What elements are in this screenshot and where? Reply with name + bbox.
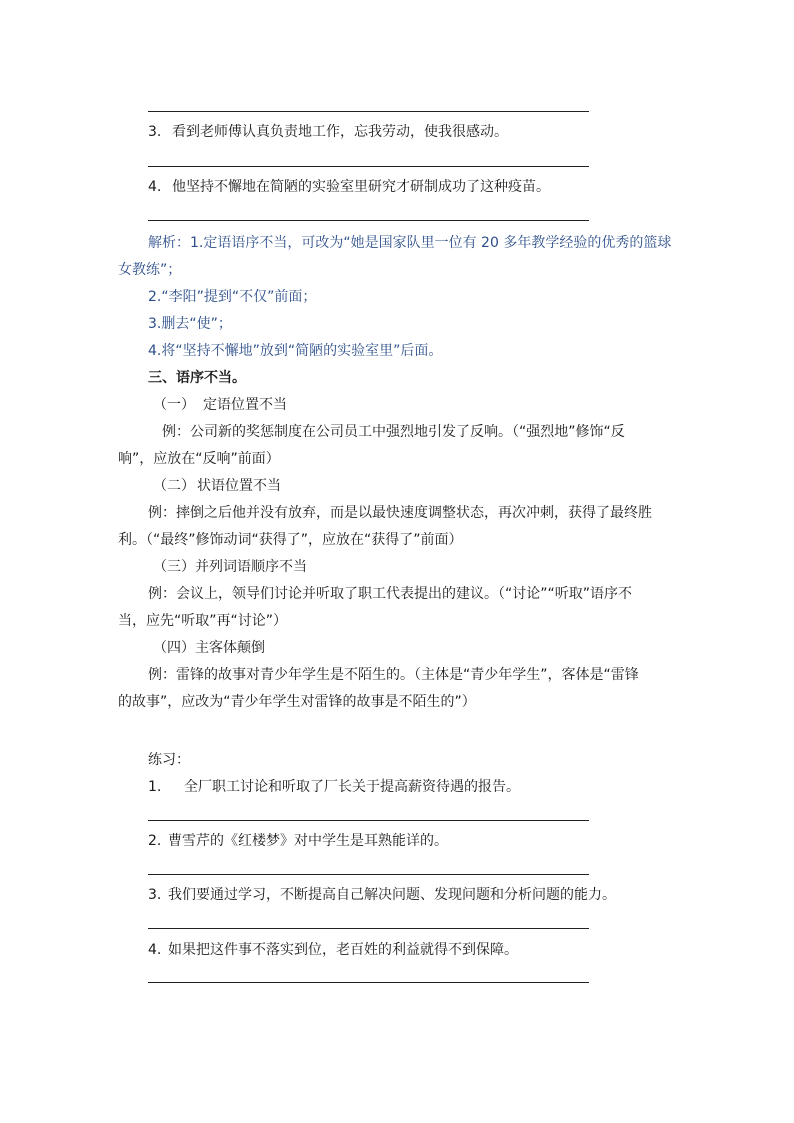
example-line: 响”，应放在“反响”前面） bbox=[118, 451, 280, 467]
subsection-title: （三）并列词语顺序不当 bbox=[153, 559, 307, 575]
subsection-title: （四）主客体颠倒 bbox=[153, 640, 265, 656]
example-line: 例：公司新的奖惩制度在公司员工中强烈地引发了反响。（“强烈地”修饰“反 bbox=[162, 424, 625, 440]
item-text: 全厂职工讨论和听取了厂长关于提高薪资待遇的报告。 bbox=[184, 779, 520, 795]
question-item bbox=[148, 177, 550, 197]
answer-line bbox=[148, 928, 589, 929]
subsection-label: （二） bbox=[153, 478, 195, 494]
subsection-title bbox=[153, 476, 281, 496]
exercise-title: 练习： bbox=[148, 752, 190, 768]
item-text: 他坚持不懈地在简陋的实验室里研究才研制成功了这种疫苗。 bbox=[172, 179, 550, 195]
item-text: 看到老师傅认真负责地工作，忘我劳动，使我很感动。 bbox=[172, 124, 508, 140]
item-number: 3. bbox=[148, 124, 162, 140]
analysis-line-3: 3.删去“使”； bbox=[148, 316, 232, 332]
item-text: 曹雪芹的《红楼梦》对中学生是耳熟能详的。 bbox=[168, 833, 448, 849]
exercise-item bbox=[148, 777, 520, 797]
answer-line bbox=[148, 111, 589, 112]
exercise-item bbox=[148, 831, 448, 851]
analysis-line-1: 解析：1.定语语序不当，可改为“她是国家队里一位有 20 多年教学经验的优秀的篮球 bbox=[148, 235, 672, 251]
item-number: 1. bbox=[148, 779, 162, 795]
question-item bbox=[148, 122, 508, 142]
subsection-text: 定语位置不当 bbox=[203, 397, 287, 413]
analysis-line-4: 4.将“坚持不懈地”放到“简陋的实验室里”后面。 bbox=[148, 343, 443, 359]
answer-line bbox=[148, 874, 589, 875]
item-text: 我们要通过学习，不断提高自己解决问题、发现问题和分析问题的能力。 bbox=[168, 887, 616, 903]
example-line: 的故事”，应改为“青少年学生对雷锋的故事是不陌生的”） bbox=[118, 694, 476, 710]
example-line: 当，应先“听取”再“讨论”） bbox=[118, 613, 288, 629]
subsection-text: 状语位置不当 bbox=[197, 478, 281, 494]
exercise-item bbox=[148, 885, 616, 905]
analysis-line-1-continued: 女教练”； bbox=[118, 262, 182, 278]
subsection-label: （一） bbox=[153, 397, 195, 413]
item-text: 如果把这件事不落实到位，老百姓的利益就得不到保障。 bbox=[168, 942, 518, 958]
item-number: 2. bbox=[148, 833, 162, 849]
example-line: 例：雷锋的故事对青少年学生是不陌生的。（主体是“青少年学生”，客体是“雷锋 bbox=[148, 667, 639, 683]
section-heading: 三、语序不当。 bbox=[148, 370, 246, 386]
answer-line bbox=[148, 220, 589, 221]
item-number: 4. bbox=[148, 179, 162, 195]
subsection-title bbox=[153, 395, 287, 415]
example-line: 例：会议上，领导们讨论并听取了职工代表提出的建议。（“讨论”“听取”语序不 bbox=[148, 586, 633, 602]
answer-line bbox=[148, 166, 589, 167]
example-line: 例：摔倒之后他并没有放弃，而是以最快速度调整状态，再次冲刺，获得了最终胜 bbox=[148, 505, 652, 521]
answer-line bbox=[148, 982, 589, 983]
item-number: 3. bbox=[148, 887, 162, 903]
analysis-line-2: 2.“李阳”提到“不仅”前面； bbox=[148, 289, 317, 305]
exercise-item bbox=[148, 940, 518, 960]
answer-line bbox=[148, 820, 589, 821]
example-line: 利。（“最终”修饰动词“获得了”，应放在“获得了”前面） bbox=[118, 532, 463, 548]
item-number: 4. bbox=[148, 942, 162, 958]
